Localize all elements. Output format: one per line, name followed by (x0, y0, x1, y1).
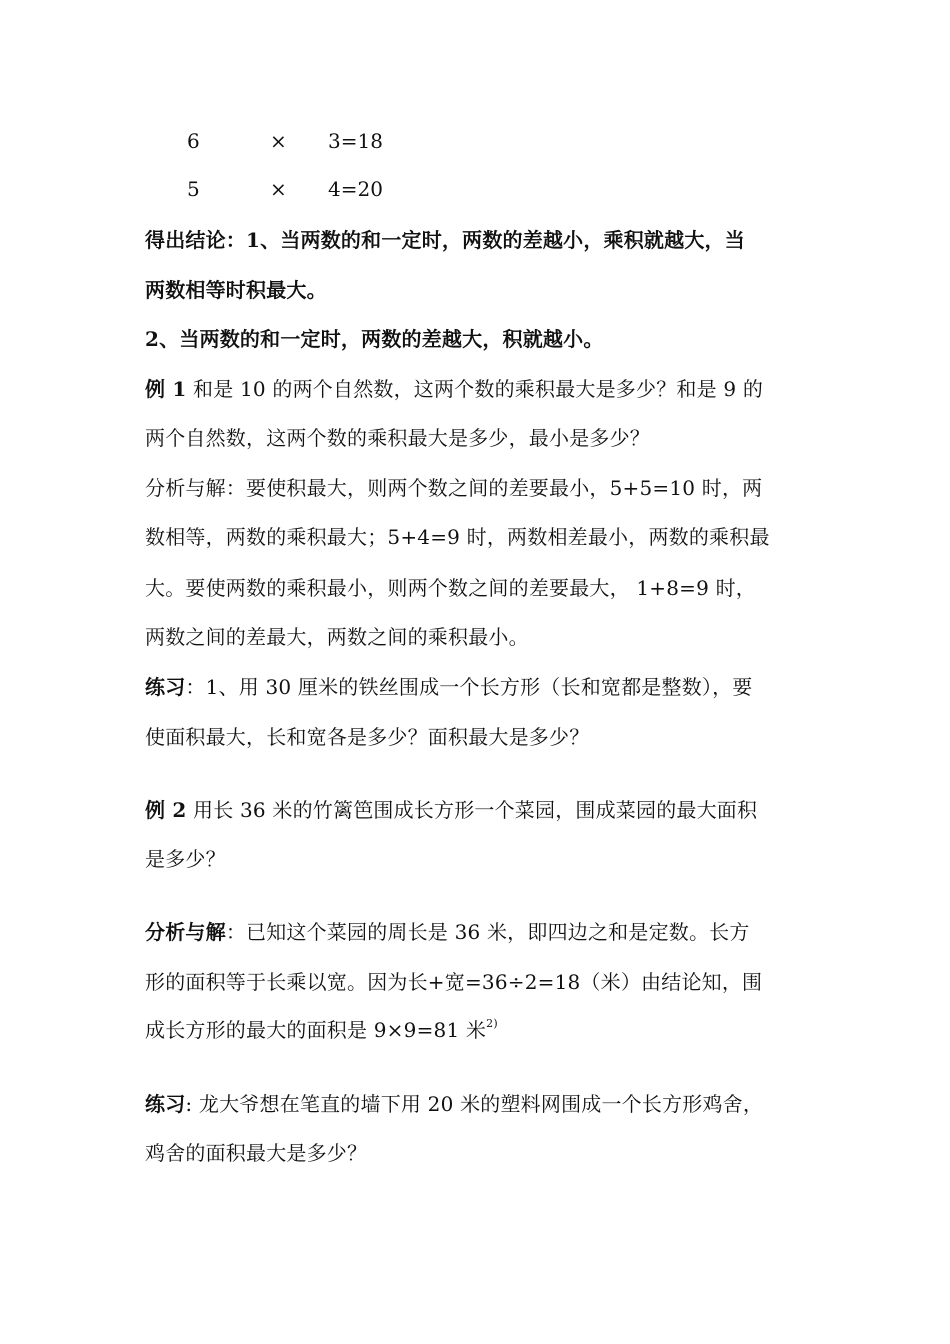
analysis-line: 大。要使两数的乘积最小，则两个数之间的差要最大， 1+8=9 时， (145, 576, 757, 600)
calc-factor: 6 (187, 129, 200, 153)
multiply-sign: × (270, 177, 287, 201)
example-2-line: 是多少？ (145, 847, 226, 871)
analysis-2-line: 形的面积等于长乘以宽。因为长+宽=36÷2=18（米）由结论知，围 (145, 970, 763, 994)
conclusion-line: 两数相等时积最大。 (145, 278, 327, 302)
practice-label: 练习 (145, 1092, 186, 1116)
example-1-line: 两个自然数，这两个数的乘积最大是多少，最小是多少？ (145, 426, 650, 450)
conclusion-line: 2、当两数的和一定时，两数的差越大，积就越小。 (145, 327, 604, 351)
conclusion-line: 得出结论：1、当两数的和一定时，两数的差越小，乘积就越大，当 (145, 228, 745, 252)
example-label: 例 2 (145, 798, 187, 822)
example-label: 例 1 (145, 377, 187, 401)
multiply-sign: × (270, 129, 287, 153)
example-1-line (145, 375, 815, 403)
practice-2-line (145, 1090, 815, 1118)
practice-1-line: 使面积最大，长和宽各是多少？面积最大是多少？ (145, 725, 590, 749)
analysis-text: ：已知这个菜园的周长是 36 米，即四边之和是定数。长方 (225, 920, 750, 944)
practice-text: : 龙大爷想在笔直的墙下用 20 米的塑料网围成一个长方形鸡舍， (185, 1092, 764, 1116)
superscript: 2) (486, 1017, 498, 1030)
analysis-line: 分析与解：要使积最大，则两个数之间的差要最小，5+5=10 时，两 (145, 476, 763, 500)
calc-result: 3=18 (328, 129, 383, 153)
analysis-label: 分析与解 (145, 920, 226, 944)
example-text: 和是 10 的两个自然数，这两个数的乘积最大是多少？和是 9 的 (186, 377, 764, 401)
practice-label: 练习 (145, 675, 186, 699)
analysis-text: 成长方形的最大的面积是 9×9=81 米 (145, 1018, 487, 1042)
practice-text: ：1、用 30 厘米的铁丝围成一个长方形（长和宽都是整数），要 (185, 675, 753, 699)
analysis-2-line (145, 1016, 815, 1044)
analysis-line: 两数之间的差最大，两数之间的乘积最小。 (145, 625, 529, 649)
practice-1-line (145, 673, 815, 701)
calc-result: 4=20 (328, 177, 383, 201)
example-2-line (145, 796, 815, 824)
practice-2-line: 鸡舍的面积最大是多少？ (145, 1141, 368, 1165)
analysis-2-line (145, 918, 815, 946)
calc-factor: 5 (187, 177, 200, 201)
example-text: 用长 36 米的竹篱笆围成长方形一个菜园，围成菜园的最大面积 (186, 798, 758, 822)
analysis-line: 数相等，两数的乘积最大；5+4=9 时，两数相差最小，两数的乘积最 (145, 525, 770, 549)
